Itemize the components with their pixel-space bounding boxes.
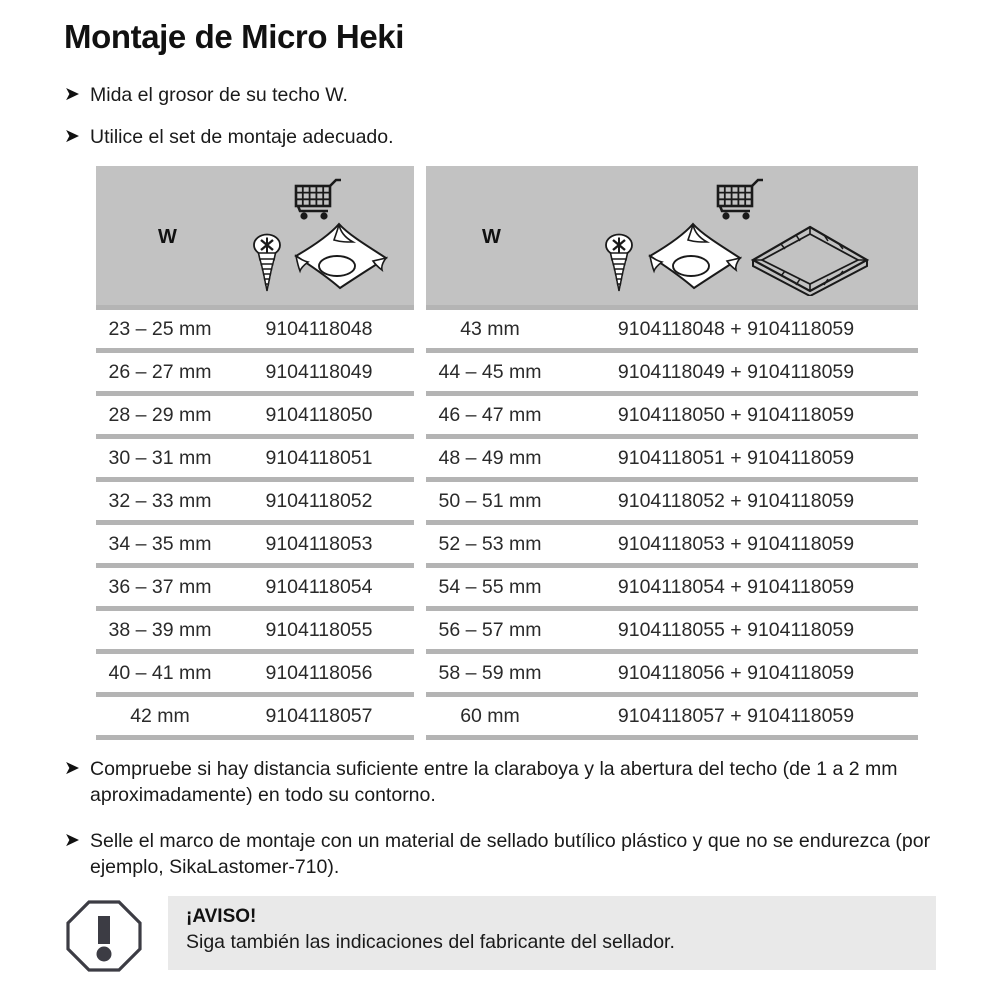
table-row	[426, 654, 918, 692]
cell-roof-thickness: 34 – 35 mm	[108, 532, 212, 555]
cell-roof-thickness: 46 – 47 mm	[438, 403, 542, 426]
cell-roof-thickness: 50 – 51 mm	[438, 489, 542, 512]
cell-part-number: 9104118055 + 9104118059	[617, 618, 855, 641]
cell-roof-thickness: 58 – 59 mm	[438, 661, 542, 684]
cell-part-number: 9104118057 + 9104118059	[617, 704, 855, 727]
table-row	[426, 697, 918, 735]
mounting-kit-table-right	[426, 166, 918, 740]
table-row	[96, 525, 414, 563]
table-row	[426, 482, 918, 520]
table-row	[96, 611, 414, 649]
cell-roof-thickness: 23 – 25 mm	[108, 317, 212, 340]
footer-step-2-text: Selle el marco de montaje con un material de sellado butílico plástico y que no se endurezca (por ejemplo, SikaLastomer-710).	[90, 830, 931, 878]
cell-roof-thickness: 60 mm	[460, 704, 520, 727]
arrow-bullet-icon: ➤	[64, 758, 80, 779]
cell-roof-thickness: 44 – 45 mm	[438, 360, 542, 383]
adapter-frame-icon	[748, 222, 872, 301]
table-row	[426, 568, 918, 606]
notice-body: Siga también las indicaciones del fabricante del sellador.	[186, 931, 675, 953]
screw-icon	[604, 232, 634, 299]
footer-step-1-text: Compruebe si hay distancia suficiente entre la claraboya y la abertura del techo (de 1 a 2 mm aproximadamente) en todo su contorno.	[90, 758, 898, 806]
cell-part-number: 9104118055	[265, 618, 373, 641]
table-row	[96, 396, 414, 434]
cell-roof-thickness: 56 – 57 mm	[438, 618, 542, 641]
cell-part-number: 9104118052	[265, 489, 373, 512]
arrow-bullet-icon: ➤	[64, 126, 80, 147]
cell-roof-thickness: 32 – 33 mm	[108, 489, 212, 512]
mounting-kit-tables	[96, 166, 918, 740]
cell-roof-thickness: 30 – 31 mm	[108, 446, 212, 469]
cell-part-number: 9104118054	[265, 575, 373, 598]
footer-step-1	[64, 756, 944, 808]
intro-step-1	[64, 82, 348, 108]
table-row	[426, 525, 918, 563]
cell-roof-thickness: 43 mm	[460, 317, 520, 340]
intro-step-2-text: Utilice el set de montaje adecuado.	[90, 126, 394, 148]
cell-part-number: 9104118050	[265, 403, 373, 426]
cell-part-number: 9104118050 + 9104118059	[617, 403, 855, 426]
cell-roof-thickness: 48 – 49 mm	[438, 446, 542, 469]
row-separator	[426, 735, 918, 740]
cell-part-number: 9104118054 + 9104118059	[617, 575, 855, 598]
cell-part-number: 9104118049	[265, 360, 373, 383]
table-row	[426, 396, 918, 434]
row-separator	[96, 735, 414, 740]
cell-part-number: 9104118053 + 9104118059	[617, 532, 855, 555]
table-row	[96, 654, 414, 692]
notice-title: ¡AVISO!	[186, 906, 257, 927]
gasket-panel-icon	[638, 218, 748, 299]
table-row	[96, 482, 414, 520]
notice-block	[64, 896, 936, 974]
cell-roof-thickness: 52 – 53 mm	[438, 532, 542, 555]
cell-roof-thickness: 40 – 41 mm	[108, 661, 212, 684]
cell-roof-thickness: 36 – 37 mm	[108, 575, 212, 598]
cell-part-number: 9104118049 + 9104118059	[617, 360, 855, 383]
table-row	[96, 568, 414, 606]
cell-part-number: 9104118052 + 9104118059	[617, 489, 855, 512]
table-row	[96, 439, 414, 477]
cell-roof-thickness: 54 – 55 mm	[438, 575, 542, 598]
intro-step-1-text: Mida el grosor de su techo W.	[90, 84, 348, 106]
mounting-kit-table-left	[96, 166, 414, 740]
page-title: Montaje de Micro Heki	[64, 18, 405, 55]
cell-roof-thickness: 38 – 39 mm	[108, 618, 212, 641]
table-row	[426, 611, 918, 649]
table-left-w-label: W	[158, 226, 177, 248]
cell-part-number: 9104118048	[265, 317, 373, 340]
table-row	[96, 697, 414, 735]
table-row	[426, 310, 918, 348]
warning-octagon-icon	[64, 896, 168, 979]
cell-part-number: 9104118051	[265, 446, 373, 469]
table-right-w-label: W	[482, 226, 501, 248]
gasket-panel-icon	[284, 218, 394, 299]
cell-roof-thickness: 28 – 29 mm	[108, 403, 212, 426]
table-row	[426, 439, 918, 477]
cell-part-number: 9104118056 + 9104118059	[617, 661, 855, 684]
cell-roof-thickness: 26 – 27 mm	[108, 360, 212, 383]
screw-icon	[252, 232, 282, 299]
cell-roof-thickness: 42 mm	[130, 704, 190, 727]
cell-part-number: 9104118057	[265, 704, 373, 727]
intro-step-2	[64, 124, 394, 150]
table-row	[96, 353, 414, 391]
cell-part-number: 9104118053	[265, 532, 373, 555]
arrow-bullet-icon: ➤	[64, 84, 80, 105]
cell-part-number: 9104118048 + 9104118059	[617, 317, 855, 340]
table-row	[96, 310, 414, 348]
table-row	[426, 353, 918, 391]
arrow-bullet-icon: ➤	[64, 830, 80, 851]
footer-step-2	[64, 828, 944, 880]
cell-part-number: 9104118051 + 9104118059	[617, 446, 855, 469]
table-right-header	[426, 166, 918, 305]
table-left-header	[96, 166, 414, 305]
cell-part-number: 9104118056	[265, 661, 373, 684]
notice-content	[168, 896, 936, 970]
